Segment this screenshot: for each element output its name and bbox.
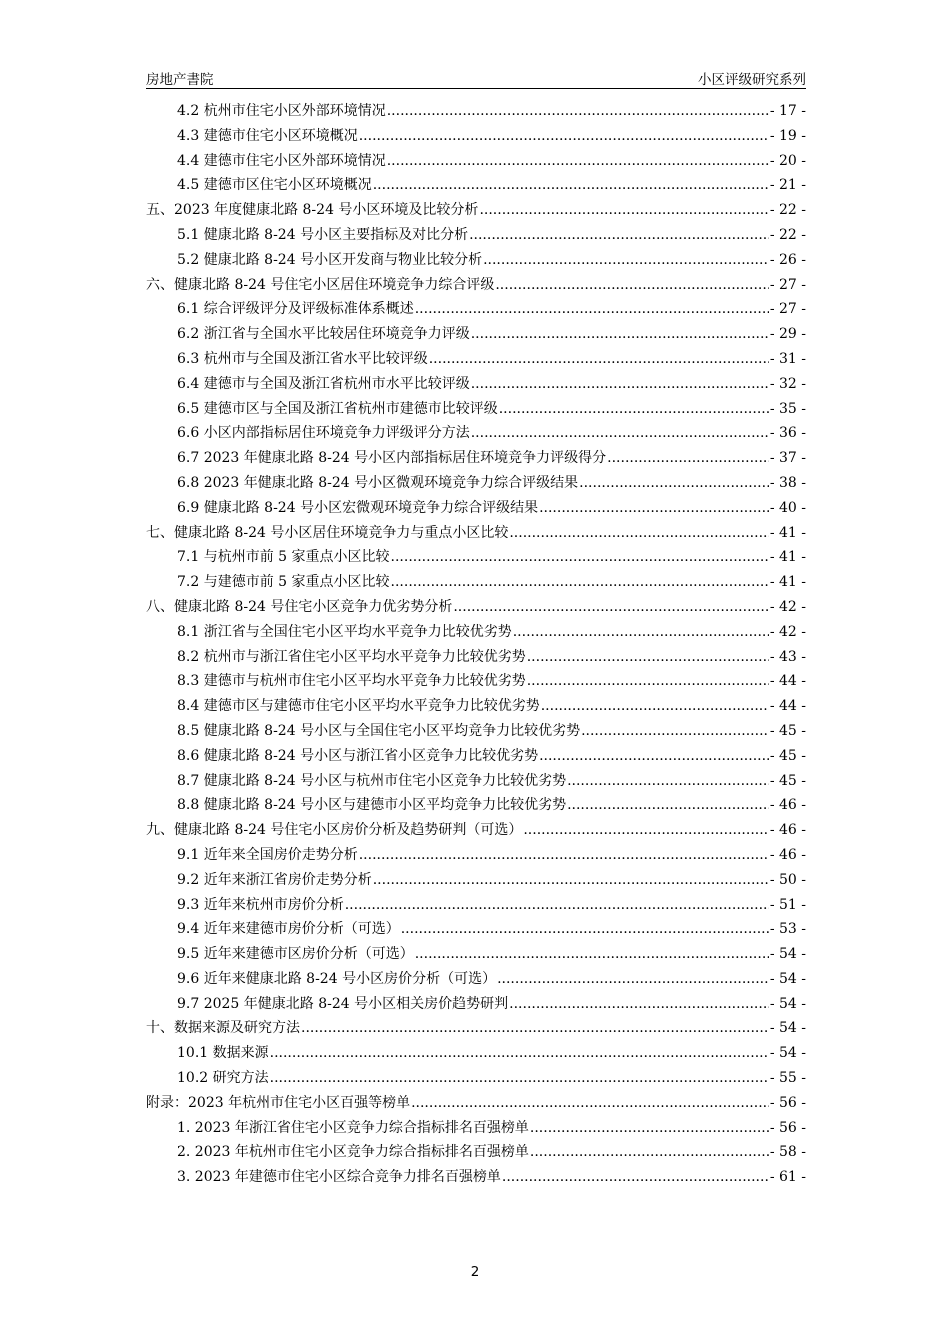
toc-entry-page: - 27 - [769, 276, 806, 293]
toc-entry-title: 9.3 近年来杭州市房价分析 [177, 896, 344, 913]
toc-dot-leader [471, 372, 769, 397]
toc-section-entry[interactable] [146, 769, 806, 794]
toc-entry-page: - 44 - [769, 673, 806, 690]
toc-entry-page: - 53 - [769, 921, 806, 938]
toc-chapter-entry[interactable] [146, 1016, 806, 1041]
toc-dot-leader [530, 1116, 769, 1141]
toc-dot-leader [495, 273, 768, 298]
toc-dot-leader [270, 1066, 769, 1091]
header-series-title: 小区评级研究系列 [698, 72, 806, 88]
toc-entry-title: 5.1 健康北路 8-24 号小区主要指标及对比分析 [177, 226, 469, 243]
toc-dot-leader [530, 1140, 769, 1165]
toc-entry-page: - 51 - [769, 896, 806, 913]
toc-section-entry[interactable] [146, 471, 806, 496]
toc-entry-page: - 46 - [769, 797, 806, 814]
toc-entry-page: - 61 - [769, 1169, 806, 1186]
toc-section-entry[interactable] [146, 868, 806, 893]
toc-entry-title: 8.8 健康北路 8-24 号小区与建德市小区平均竞争力比较优劣势 [177, 797, 567, 814]
toc-dot-leader [453, 595, 768, 620]
toc-entry-page: - 45 - [769, 772, 806, 789]
toc-entry-page: - 22 - [769, 226, 806, 243]
toc-entry-title: 6.1 综合评级评分及评级标准体系概述 [177, 301, 414, 318]
toc-entry-title: 3. 2023 年建德市住宅小区综合竞争力排名百强榜单 [177, 1169, 501, 1186]
toc-chapter-entry[interactable] [146, 1091, 806, 1116]
toc-entry-page: - 40 - [769, 499, 806, 516]
toc-dot-leader [527, 669, 769, 694]
toc-dot-leader [497, 967, 769, 992]
toc-section-entry[interactable] [146, 1041, 806, 1066]
toc-dot-leader [415, 942, 769, 967]
toc-entry-page: - 21 - [769, 177, 806, 194]
toc-dot-leader [301, 1016, 769, 1041]
toc-entry-title: 9.4 近年来建德市房价分析（可选） [177, 921, 400, 938]
toc-entry-page: - 55 - [769, 1070, 806, 1087]
toc-dot-leader [509, 992, 769, 1017]
toc-entry-title: 6.7 2023 年健康北路 8-24 号小区内部指标居住环境竞争力评级得分 [177, 450, 607, 467]
toc-section-entry[interactable] [146, 149, 806, 174]
toc-entry-title: 8.3 建德市与杭州市住宅小区平均水平竞争力比较优劣势 [177, 673, 526, 690]
page-number: 2 [470, 1264, 480, 1280]
toc-section-entry[interactable] [146, 1116, 806, 1141]
toc-entry-title: 五、2023 年度健康北路 8-24 号小区环境及比较分析 [146, 202, 479, 219]
toc-dot-leader [567, 793, 769, 818]
toc-dot-leader [345, 893, 769, 918]
toc-dot-leader [607, 446, 769, 471]
toc-entry-title: 8.4 建德市区与建德市住宅小区平均水平竞争力比较优劣势 [177, 698, 540, 715]
toc-entry-page: - 56 - [769, 1119, 806, 1136]
page-header [146, 66, 806, 89]
toc-entry-title: 2. 2023 年杭州市住宅小区竞争力综合指标排名百强榜单 [177, 1144, 529, 1161]
toc-section-entry[interactable] [146, 223, 806, 248]
toc-entry-page: - 41 - [769, 574, 806, 591]
toc-entry-page: - 42 - [769, 623, 806, 640]
toc-dot-leader [523, 818, 768, 843]
toc-entry-page: - 38 - [769, 474, 806, 491]
toc-entry-page: - 36 - [769, 425, 806, 442]
toc-section-entry[interactable] [146, 917, 806, 942]
toc-dot-leader [513, 620, 769, 645]
toc-entry-title: 7.2 与建德市前 5 家重点小区比较 [177, 574, 390, 591]
toc-entry-page: - 22 - [769, 202, 806, 219]
table-of-contents [146, 99, 806, 1190]
toc-section-entry[interactable] [146, 645, 806, 670]
toc-chapter-entry[interactable] [146, 198, 806, 223]
toc-entry-title: 9.6 近年来健康北路 8-24 号小区房价分析（可选） [177, 970, 497, 987]
toc-entry-page: - 46 - [769, 846, 806, 863]
toc-dot-leader [373, 173, 769, 198]
toc-entry-title: 6.8 2023 年健康北路 8-24 号小区微观环境竞争力综合评级结果 [177, 474, 579, 491]
toc-section-entry[interactable] [146, 570, 806, 595]
toc-entry-title: 八、健康北路 8-24 号住宅小区竞争力优劣势分析 [146, 598, 453, 615]
toc-entry-title: 9.7 2025 年健康北路 8-24 号小区相关房价趋势研判 [177, 995, 509, 1012]
toc-entry-title: 1. 2023 年浙江省住宅小区竞争力综合指标排名百强榜单 [177, 1119, 529, 1136]
toc-section-entry[interactable] [146, 397, 806, 422]
toc-dot-leader [411, 1091, 769, 1116]
toc-dot-leader [471, 322, 769, 347]
toc-entry-title: 9.1 近年来全国房价走势分析 [177, 846, 358, 863]
toc-entry-page: - 54 - [769, 946, 806, 963]
toc-dot-leader [387, 149, 769, 174]
toc-dot-leader [539, 744, 769, 769]
toc-entry-page: - 43 - [769, 648, 806, 665]
toc-entry-page: - 19 - [769, 127, 806, 144]
toc-dot-leader [581, 719, 769, 744]
toc-entry-page: - 17 - [769, 103, 806, 119]
toc-section-entry[interactable] [146, 322, 806, 347]
toc-section-entry[interactable] [146, 124, 806, 149]
toc-dot-leader [429, 347, 769, 372]
toc-section-entry[interactable] [146, 744, 806, 769]
toc-entry-title: 8.6 健康北路 8-24 号小区与浙江省小区竞争力比较优劣势 [177, 747, 539, 764]
toc-dot-leader [509, 521, 768, 546]
toc-section-entry[interactable] [146, 496, 806, 521]
toc-dot-leader [469, 223, 769, 248]
toc-entry-title: 7.1 与杭州市前 5 家重点小区比较 [177, 549, 390, 566]
toc-entry-title: 8.2 杭州市与浙江省住宅小区平均水平竞争力比较优劣势 [177, 648, 526, 665]
toc-entry-title: 8.5 健康北路 8-24 号小区与全国住宅小区平均竞争力比较优劣势 [177, 722, 581, 739]
toc-section-entry[interactable] [146, 1066, 806, 1091]
toc-entry-page: - 54 - [769, 995, 806, 1012]
toc-section-entry[interactable] [146, 669, 806, 694]
toc-section-entry[interactable] [146, 843, 806, 868]
toc-section-entry[interactable] [146, 942, 806, 967]
toc-entry-title: 七、健康北路 8-24 号小区居住环境竞争力与重点小区比较 [146, 524, 509, 541]
toc-entry-page: - 50 - [769, 871, 806, 888]
toc-entry-title: 8.1 浙江省与全国住宅小区平均水平竞争力比较优劣势 [177, 623, 512, 640]
toc-entry-title: 6.4 建德市与全国及浙江省杭州市水平比较评级 [177, 375, 470, 392]
toc-entry-page: - 46 - [769, 822, 806, 839]
toc-section-entry[interactable] [146, 620, 806, 645]
toc-section-entry[interactable] [146, 793, 806, 818]
toc-section-entry[interactable] [146, 545, 806, 570]
toc-entry-page: - 54 - [769, 1045, 806, 1062]
toc-section-entry[interactable] [146, 694, 806, 719]
toc-section-entry[interactable] [146, 297, 806, 322]
toc-entry-page: - 58 - [769, 1144, 806, 1161]
toc-dot-leader [415, 297, 769, 322]
toc-entry-page: - 26 - [769, 251, 806, 268]
toc-entry-title: 4.5 建德市区住宅小区环境概况 [177, 177, 372, 194]
toc-entry-page: - 56 - [769, 1094, 806, 1111]
toc-entry-page: - 20 - [769, 152, 806, 169]
toc-section-entry[interactable] [146, 992, 806, 1017]
toc-section-entry[interactable] [146, 719, 806, 744]
toc-entry-title: 附录：2023 年杭州市住宅小区百强等榜单 [146, 1094, 411, 1111]
toc-dot-leader [471, 421, 769, 446]
toc-entry-title: 十、数据来源及研究方法 [146, 1020, 300, 1037]
toc-chapter-entry[interactable] [146, 595, 806, 620]
toc-entry-title: 九、健康北路 8-24 号住宅小区房价分析及趋势研判（可选） [146, 822, 523, 839]
toc-section-entry[interactable] [146, 446, 806, 471]
toc-dot-leader [541, 694, 769, 719]
toc-chapter-entry[interactable] [146, 521, 806, 546]
toc-entry-title: 6.2 浙江省与全国水平比较居住环境竞争力评级 [177, 326, 470, 343]
toc-dot-leader [483, 248, 769, 273]
toc-dot-leader [359, 843, 769, 868]
toc-entry-title: 9.5 近年来建德市区房价分析（可选） [177, 946, 414, 963]
toc-dot-leader [401, 917, 769, 942]
toc-dot-leader [499, 397, 769, 422]
toc-dot-leader [270, 1041, 769, 1066]
toc-entry-page: - 35 - [769, 400, 806, 417]
toc-entry-title: 六、健康北路 8-24 号住宅小区居住环境竞争力综合评级 [146, 276, 495, 293]
toc-entry-title: 5.2 健康北路 8-24 号小区开发商与物业比较分析 [177, 251, 483, 268]
toc-entry-page: - 29 - [769, 326, 806, 343]
toc-dot-leader [502, 1165, 769, 1190]
toc-dot-leader [579, 471, 769, 496]
toc-section-entry[interactable] [146, 893, 806, 918]
toc-entry-page: - 54 - [769, 1020, 806, 1037]
toc-chapter-entry[interactable] [146, 273, 806, 298]
toc-section-entry[interactable] [146, 421, 806, 446]
toc-entry-page: - 41 - [769, 524, 806, 541]
toc-section-entry[interactable] [146, 99, 806, 124]
toc-section-entry[interactable] [146, 248, 806, 273]
toc-entry-title: 6.9 健康北路 8-24 号小区宏微观环境竞争力综合评级结果 [177, 499, 539, 516]
header-publisher: 房地产書院 [146, 72, 214, 88]
toc-entry-title: 10.2 研究方法 [177, 1070, 269, 1087]
toc-dot-leader [391, 545, 769, 570]
toc-dot-leader [539, 496, 769, 521]
toc-dot-leader [391, 570, 769, 595]
toc-entry-page: - 44 - [769, 698, 806, 715]
toc-entry-page: - 32 - [769, 375, 806, 392]
toc-entry-page: - 31 - [769, 350, 806, 367]
toc-entry-page: - 41 - [769, 549, 806, 566]
toc-entry-page: - 45 - [769, 747, 806, 764]
toc-section-entry[interactable] [146, 967, 806, 992]
toc-entry-title: 9.2 近年来浙江省房价走势分析 [177, 871, 372, 888]
toc-dot-leader [479, 198, 768, 223]
toc-dot-leader [387, 99, 769, 124]
toc-dot-leader [567, 769, 769, 794]
toc-entry-title: 6.3 杭州市与全国及浙江省水平比较评级 [177, 350, 428, 367]
toc-entry-page: - 42 - [769, 598, 806, 615]
toc-section-entry[interactable] [146, 173, 806, 198]
toc-entry-title: 6.6 小区内部指标居住环境竞争力评级评分方法 [177, 425, 470, 442]
toc-entry-title: 4.3 建德市住宅小区环境概况 [177, 127, 358, 144]
toc-entry-title: 10.1 数据来源 [177, 1045, 269, 1062]
toc-entry-title: 4.4 建德市住宅小区外部环境情况 [177, 152, 386, 169]
toc-entry-title: 6.5 建德市区与全国及浙江省杭州市建德市比较评级 [177, 400, 498, 417]
toc-chapter-entry[interactable] [146, 818, 806, 843]
toc-section-entry[interactable] [146, 1140, 806, 1165]
toc-section-entry[interactable] [146, 347, 806, 372]
toc-dot-leader [359, 124, 769, 149]
toc-entry-page: - 54 - [769, 970, 806, 987]
toc-entry-page: - 45 - [769, 722, 806, 739]
toc-entry-page: - 37 - [769, 450, 806, 467]
toc-entry-title: 4.2 杭州市住宅小区外部环境情况 [177, 103, 386, 119]
toc-section-entry[interactable] [146, 1165, 806, 1190]
toc-section-entry[interactable] [146, 372, 806, 397]
toc-dot-leader [527, 645, 769, 670]
toc-entry-page: - 27 - [769, 301, 806, 318]
toc-dot-leader [373, 868, 769, 893]
toc-entry-title: 8.7 健康北路 8-24 号小区与杭州市住宅小区竞争力比较优劣势 [177, 772, 567, 789]
